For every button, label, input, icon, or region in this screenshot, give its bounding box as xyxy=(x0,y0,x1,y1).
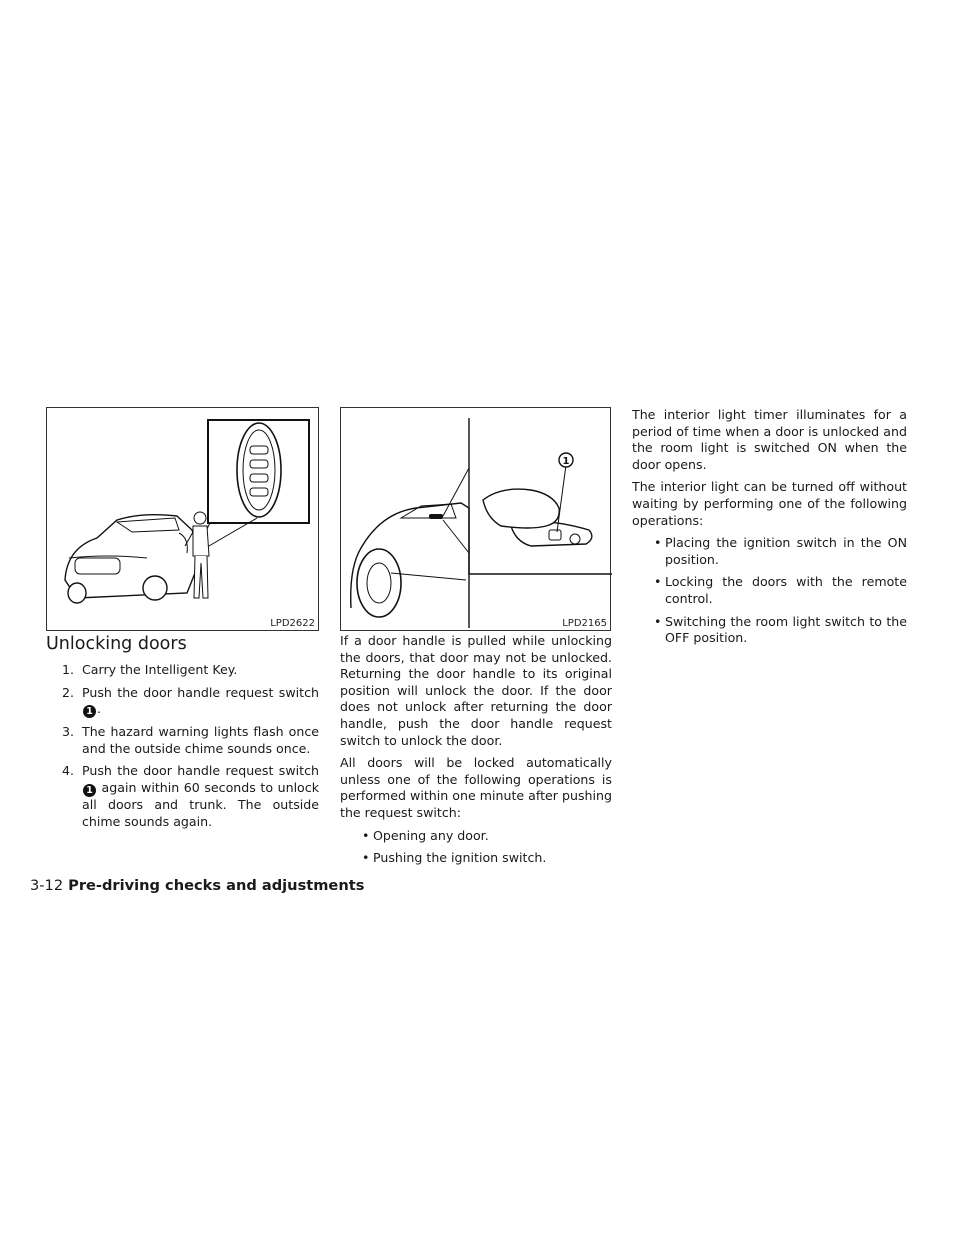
step-4 xyxy=(46,763,319,830)
step-number: 1. xyxy=(62,662,75,677)
step-text-suffix: again within 60 seconds to unlock all doors and trunk. The outside chime sounds again. xyxy=(82,779,319,829)
step-number: 2. xyxy=(62,684,75,700)
bullet-item: • Opening any door. xyxy=(340,828,612,845)
middle-column xyxy=(340,633,612,873)
step-text: The hazard warning lights flash once and the outside chime sounds once. xyxy=(82,724,319,756)
footer-section-title: Pre-driving checks and adjustments xyxy=(68,877,365,894)
door-handle-illustration xyxy=(341,408,612,632)
bullet-list xyxy=(340,828,612,867)
callout-1-icon: 1 xyxy=(83,705,96,718)
bullet-item: • Switching the room light switch to the OFF position. xyxy=(632,614,907,647)
step-number: 3. xyxy=(62,724,75,740)
callout-1-icon: 1 xyxy=(83,784,96,797)
figure-key-approach xyxy=(46,407,319,631)
paragraph: All doors will be locked automatically unless one of the following operations is performed within one minute after pushing the request switch: xyxy=(340,755,612,820)
right-column xyxy=(632,407,907,653)
bullet-list xyxy=(632,535,907,647)
paragraph: If a door handle is pulled while unlocking the doors, that door may not be unlocked. Returning the door handle to its original position will unlock the door. If the door does not unlock after returning the door handle, push the door handle request switch to unlock the door. xyxy=(340,633,612,748)
step-text: Push the door handle request switch xyxy=(82,684,319,700)
step-2 xyxy=(46,685,319,719)
figure-code: LPD2165 xyxy=(562,618,607,629)
page-footer xyxy=(30,877,364,894)
step-1 xyxy=(46,662,319,679)
callout-number: 1 xyxy=(562,456,570,467)
step-text-suffix: . xyxy=(97,701,102,717)
car-and-person-illustration xyxy=(47,408,320,632)
step-3 xyxy=(46,724,319,757)
paragraph: The interior light timer illuminates for a period of time when a door is unlocked and the room light is switched ON when the door opens. xyxy=(632,407,907,472)
section-heading: Unlocking doors xyxy=(46,634,187,654)
figure-code: LPD2622 xyxy=(270,618,315,629)
step-text: Push the door handle request switch xyxy=(82,763,319,779)
figure-door-handle-switch xyxy=(340,407,611,631)
page-number: 3-12 xyxy=(30,877,64,894)
steps-list xyxy=(46,662,319,830)
bullet-item: • Locking the doors with the remote control. xyxy=(632,574,907,607)
bullet-item: • Placing the ignition switch in the ON position. xyxy=(632,535,907,568)
left-column xyxy=(46,633,319,836)
step-text: Carry the Intelligent Key. xyxy=(82,662,238,677)
paragraph: The interior light can be turned off without waiting by performing one of the following operations: xyxy=(632,479,907,528)
bullet-item: • Pushing the ignition switch. xyxy=(340,850,612,867)
step-number: 4. xyxy=(62,763,75,779)
